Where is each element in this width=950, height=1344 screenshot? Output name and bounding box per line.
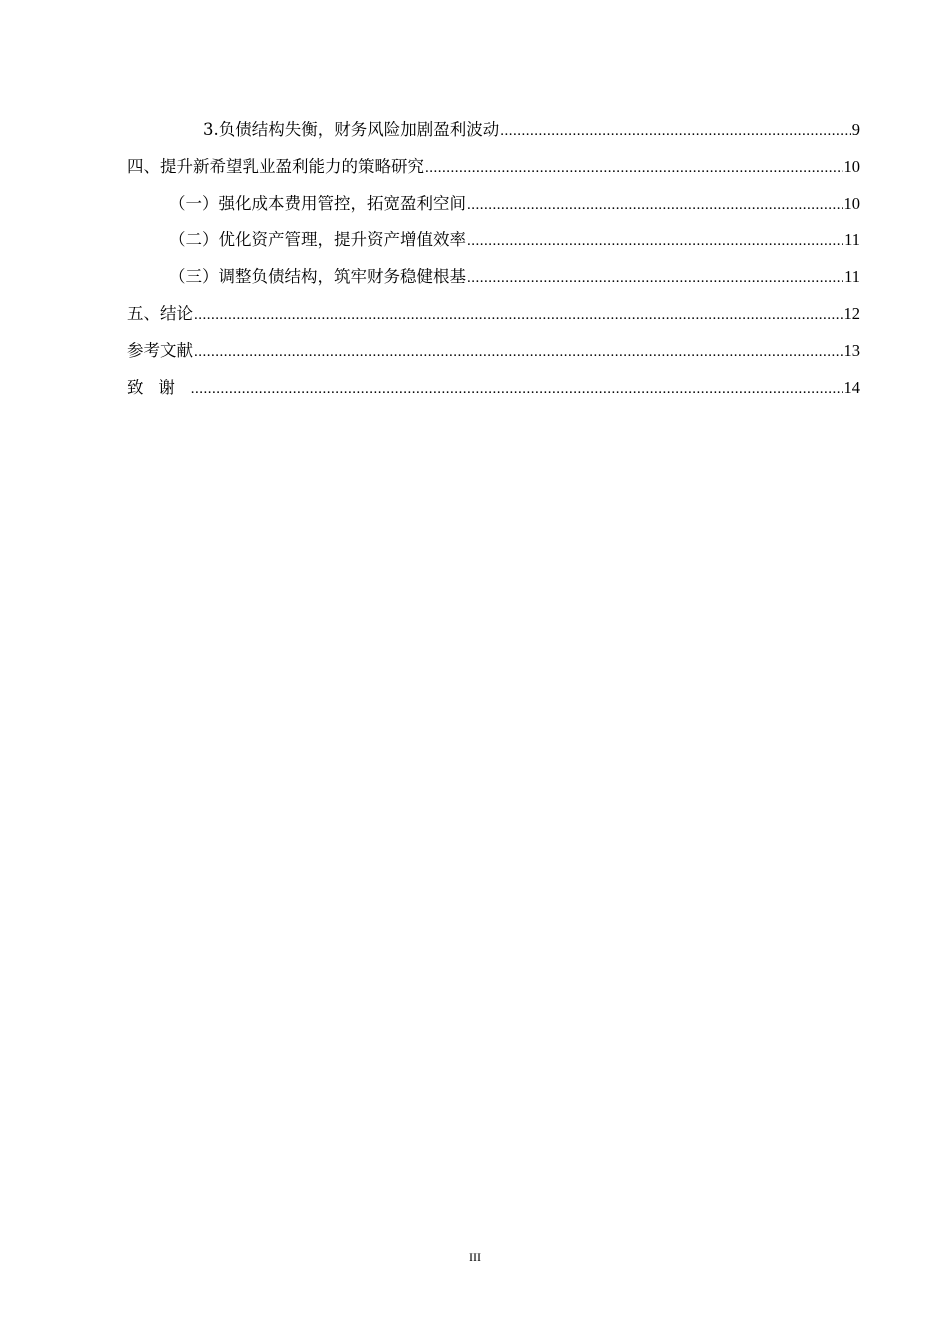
toc-dot-leader — [467, 223, 843, 260]
toc-entry[interactable] — [127, 222, 860, 259]
toc-entry[interactable] — [127, 112, 860, 149]
page-number: III — [469, 1250, 481, 1264]
toc-entry[interactable] — [127, 333, 860, 370]
toc-entry-page: 12 — [843, 303, 860, 323]
toc-entry-page: 11 — [844, 230, 860, 250]
toc-entry-title: 3.负债结构失衡，财务风险加剧盈利波动 — [203, 120, 500, 139]
toc-dot-leader — [467, 187, 843, 224]
toc-entry-title: 五、结论 — [127, 303, 193, 323]
toc-entry[interactable] — [127, 259, 860, 296]
toc-entry-title: （三）调整负债结构，筑牢财务稳健根基 — [169, 267, 466, 287]
table-of-contents — [127, 112, 860, 406]
toc-entry[interactable] — [127, 149, 860, 186]
toc-entry-title: （二）优化资产管理，提升资产增值效率 — [169, 230, 466, 250]
toc-entry-page: 10 — [843, 193, 860, 213]
toc-dot-leader — [194, 297, 843, 334]
toc-entry-page: 11 — [844, 267, 860, 287]
toc-dot-leader — [500, 113, 851, 150]
toc-entry-title: 四、提升新希望乳业盈利能力的策略研究 — [127, 156, 424, 176]
toc-entry-page: 9 — [851, 120, 860, 139]
toc-entry-page: 13 — [843, 340, 860, 360]
toc-dot-leader — [467, 260, 843, 297]
toc-dot-leader — [191, 371, 843, 408]
toc-dot-leader — [425, 150, 843, 187]
toc-entry-title: 参考文献 — [127, 340, 193, 360]
toc-entry-title: 致谢 — [127, 377, 190, 397]
toc-entry-page: 14 — [843, 377, 860, 397]
toc-dot-leader — [194, 334, 843, 371]
toc-entry[interactable] — [127, 296, 860, 333]
toc-entry-title: （一）强化成本费用管控，拓宽盈利空间 — [169, 193, 466, 213]
toc-entry[interactable] — [127, 186, 860, 223]
toc-entry[interactable] — [127, 370, 860, 407]
toc-entry-page: 10 — [843, 156, 860, 176]
